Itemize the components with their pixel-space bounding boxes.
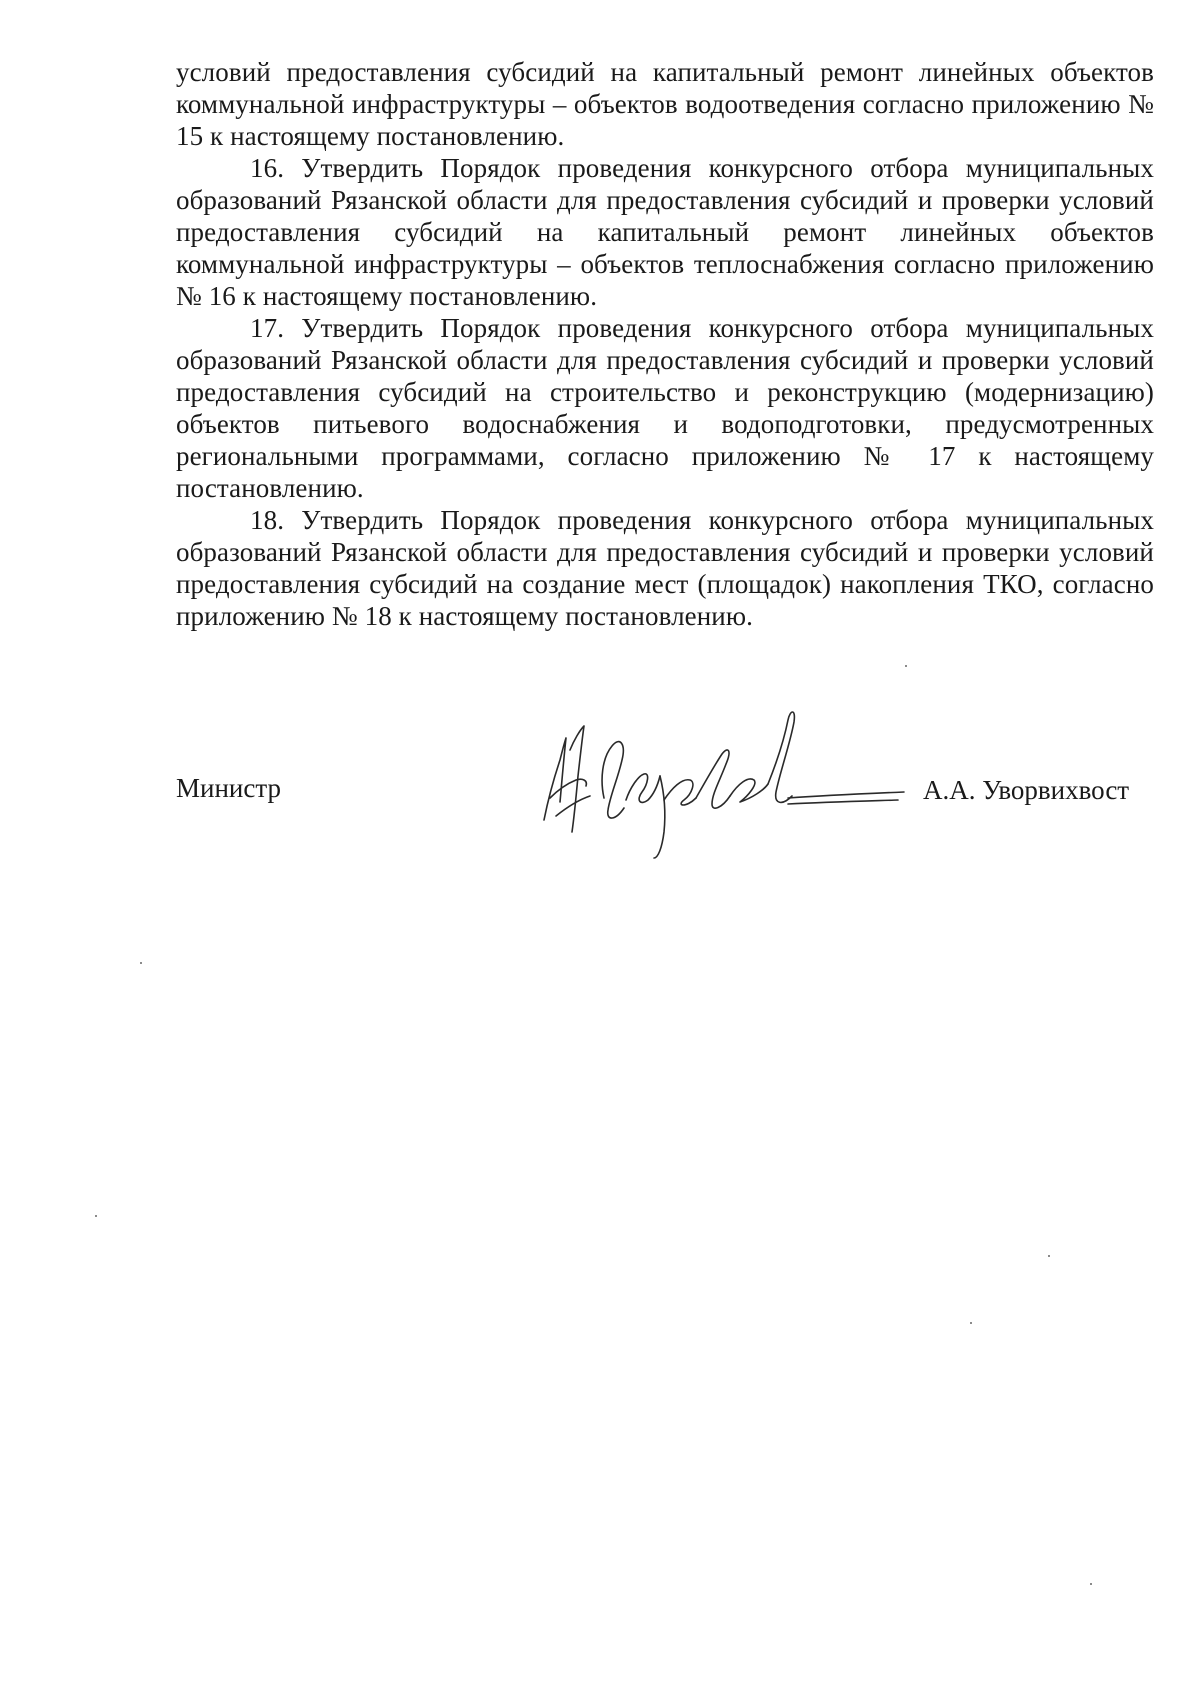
scan-speck	[1048, 1255, 1050, 1257]
scan-speck	[140, 962, 142, 964]
signer-name: А.А. Уворвихвост	[923, 775, 1130, 805]
scan-speck	[905, 665, 907, 667]
signer-position: Министр	[176, 773, 281, 803]
scan-speck	[95, 1215, 97, 1217]
paragraph-16: 16. Утвердить Порядок проведения конкурсного отбора муниципальных образований Рязанской области для предоставления субсидий и проверки условий предоставления субсидий на капитальный ремонт линейных объектов коммунальной инфраструктуры – объектов теплоснабжения согласно приложению № 16 к настоящему постановлению.	[176, 153, 1154, 311]
paragraph-17: 17. Утвердить Порядок проведения конкурсного отбора муниципальных образований Рязанской области для предоставления субсидий и проверки условий предоставления субсидий на строительство и реконструкцию (модернизацию) объектов питьевого водоснабжения и водоподготовки, предусмотренных региональными программами, согласно приложению № 17 к настоящему постановлению.	[176, 313, 1154, 503]
scan-speck	[970, 1322, 972, 1324]
handwritten-signature	[526, 680, 906, 860]
signature-block	[176, 680, 1154, 860]
paragraph-18: 18. Утвердить Порядок проведения конкурсного отбора муниципальных образований Рязанской области для предоставления субсидий и проверки условий предоставления субсидий на создание мест (площадок) накопления ТКО, согласно приложению № 18 к настоящему постановлению.	[176, 505, 1154, 631]
document-body	[176, 56, 1154, 632]
paragraph-15-tail: условий предоставления субсидий на капитальный ремонт линейных объектов коммунальной инфраструктуры – объектов водоотведения согласно приложению № 15 к настоящему постановлению.	[176, 57, 1154, 151]
scan-speck	[1090, 1583, 1092, 1585]
